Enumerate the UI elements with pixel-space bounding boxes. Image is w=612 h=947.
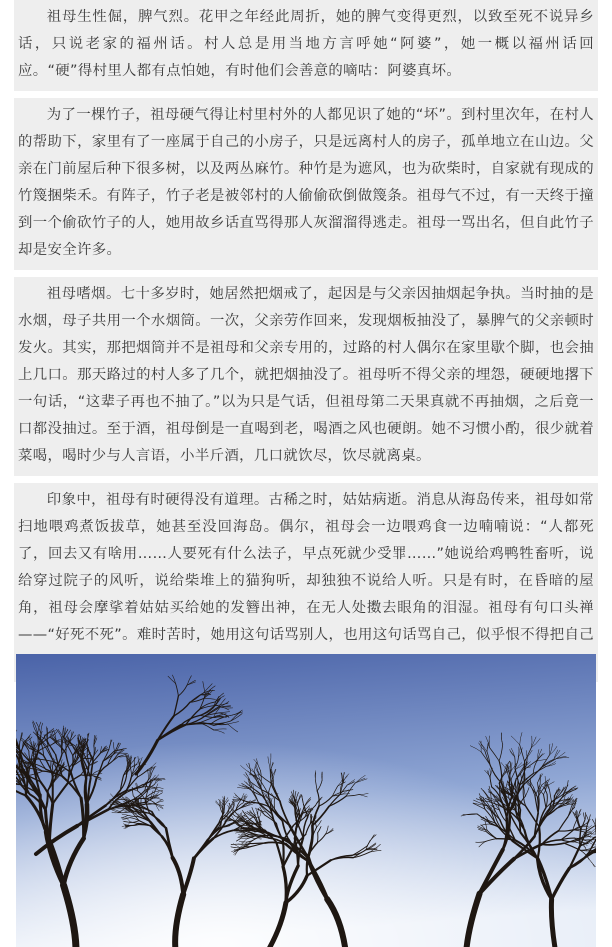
bare-tree-photo [16, 654, 596, 947]
article-body [14, 0, 598, 689]
sky-glow [16, 654, 596, 947]
paragraph-3: 祖母嗜烟。七十多岁时，她居然把烟戒了，起因是与父亲因抽烟起争执。当时抽的是水烟，母子共用一个水烟筒。一次，父亲劳作回来，发现烟板抽没了，暴脾气的父亲顿时发火。其实，那把烟筒并不是祖母和父亲专用的，过路的村人偶尔在家里歇个脚，也会抽上几口。那天路过的村人多了几个，就把烟抽没了。祖母听不得父亲的埋怨，硬硬地撂下一句话，“这辈子再也不抽了。”以为只是气话，但祖母第二天果真就不再抽烟，之后竟一口都没抽过。至于酒，祖母倒是一直喝到老，喝酒之风也硬朗。她不习惯小酌，很少就着菜喝，喝时少与人言语，小半斤酒，几口就饮尽，饮尽就离桌。 [14, 277, 598, 476]
paragraph-4: 印象中，祖母有时硬得没有道理。古稀之时，姑姑病逝。消息从海岛传来，祖母如常扫地喂鸡煮饭拔草，她甚至没回海岛。偶尔，祖母会一边喂鸡食一边喃喃说：“人都死了，回去又有啥用……人要死有什么法子，早点死就少受罪……”她说给鸡鸭牲畜听，说给穿过院子的风听，说给柴堆上的猫狗听，却独独不说给人听。只是有时，在昏暗的屋角，祖母会摩挲着姑姑买给她的发簪出神，在无人处擞去眼角的泪湿。祖母有句口头禅——“好死不死”。难时苦时，她用这句话骂别人，也用这句话骂自己，似乎恨不得把自己 [14, 483, 598, 682]
bare-tree-image [16, 654, 596, 947]
paragraph-2: 为了一棵竹子，祖母硬气得让村里村外的人都见识了她的“坏”。到村里次年，在村人的帮助下，家里有了一座属于自己的小房子，只是远离村人的房子，孤单地立在山边。父亲在门前屋后种下很多树，以及两丛麻竹。种竹是为遮风，也为砍柴时，自家就有现成的竹篾捆柴禾。有阵子，竹子老是被邻村的人偷偷砍倒做篾条。祖母气不过，有一天终于撞到一个偷砍竹子的人，她用故乡话直骂得那人灰溜溜得逃走。祖母一骂出名，但自此竹子却是安全许多。 [14, 98, 598, 270]
tree-branch [224, 803, 225, 813]
paragraph-1: 祖母生性倔，脾气烈。花甲之年经此周折，她的脾气变得更烈，以致至死不说异乡话，只说老家的福州话。村人总是用当地方言呼她“阿婆”，她一概以福州话回应。“硬”得村里人都有点怕她，有时他们会善意的嘀咕：阿婆真坏。 [14, 0, 598, 91]
